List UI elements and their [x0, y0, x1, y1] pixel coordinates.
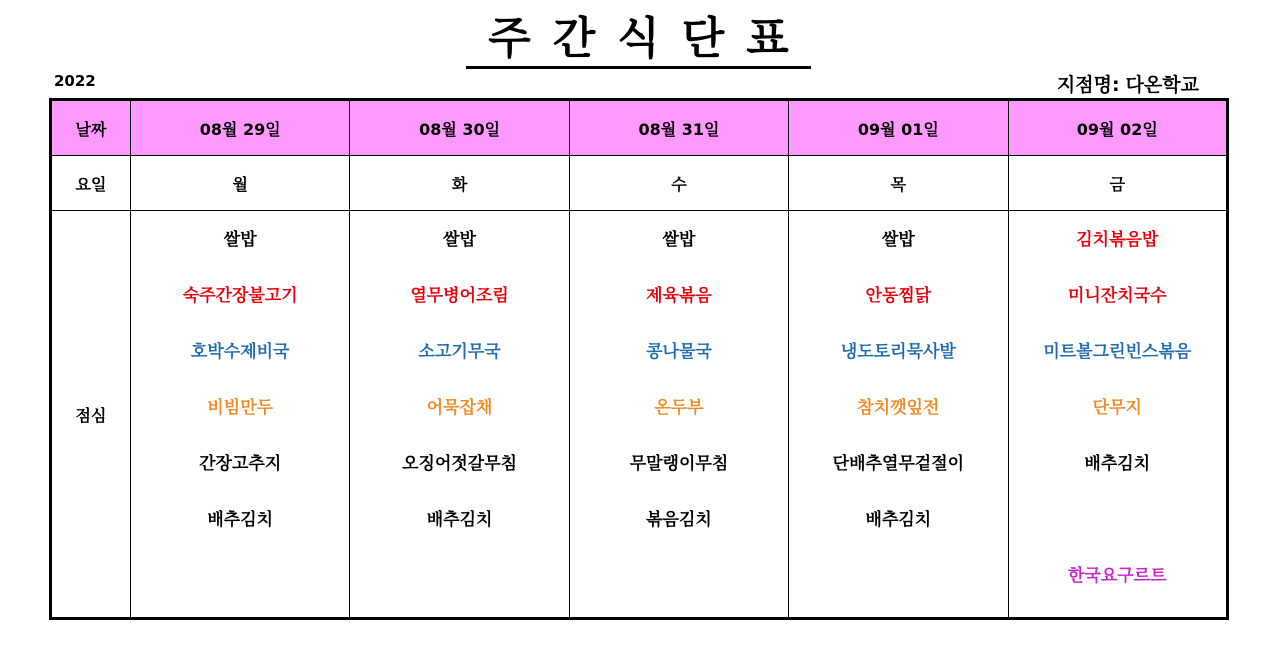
menu-item: 간장고추지 [199, 454, 282, 474]
branch-name: 다온학교 [1125, 74, 1199, 96]
menu-cell [569, 211, 788, 619]
year-label: 2022 [54, 72, 96, 90]
weekday-row [51, 156, 1228, 211]
menu-item: 쌀밥 [443, 230, 477, 250]
date-cell: 08월 30일 [350, 100, 569, 156]
menu-item: 열무병어조림 [410, 286, 509, 306]
menu-item: 소고기무국 [418, 342, 501, 362]
menu-item: 제육볶음 [646, 286, 712, 306]
date-row [51, 100, 1228, 156]
weekday-cell: 월 [131, 156, 350, 211]
menu-item: 무말랭이무침 [629, 454, 729, 474]
menu-item: 호박수제비국 [190, 342, 290, 362]
menu-item: 김치볶음밥 [1076, 230, 1159, 250]
menu-item: 오징어젓갈무침 [402, 454, 518, 474]
menu-item: 미니잔치국수 [1068, 286, 1167, 306]
menu-item: 비빔만두 [207, 398, 274, 418]
menu-item: 콩나물국 [646, 342, 712, 362]
menu-item: 쌀밥 [881, 230, 915, 250]
menu-item: 단무지 [1092, 398, 1142, 418]
weekday-cell: 화 [350, 156, 569, 211]
menu-item: 볶음김치 [646, 510, 712, 530]
date-cell: 09월 02일 [1008, 100, 1227, 156]
date-row-label: 날짜 [51, 100, 131, 156]
branch-label: 지점명: [1056, 74, 1120, 96]
menu-item: 쌀밥 [223, 230, 257, 250]
date-cell: 08월 29일 [131, 100, 350, 156]
weekday-row-label: 요일 [51, 156, 131, 211]
menu-item [1009, 505, 1226, 561]
menu-item: 어묵잡채 [426, 398, 493, 418]
menu-item: 배추김치 [207, 510, 274, 530]
branch-info [1057, 70, 1199, 97]
menu-item: 배추김치 [426, 510, 493, 530]
menu-item: 배추김치 [1084, 454, 1151, 474]
page-title: 주간식단표 [466, 12, 811, 69]
menu-item: 쌀밥 [662, 230, 696, 250]
menu-item: 한국요구르트 [1068, 566, 1167, 586]
page-title-wrap [0, 12, 1277, 69]
weekday-cell: 금 [1008, 156, 1227, 211]
menu-item: 단배추열무겉절이 [832, 454, 965, 474]
menu-cell [789, 211, 1008, 619]
menu-cell [1008, 211, 1227, 619]
menu-item: 냉도토리묵사발 [840, 342, 956, 362]
menu-item: 배추김치 [865, 510, 932, 530]
weekday-cell: 수 [569, 156, 788, 211]
menu-cell [350, 211, 569, 619]
menu-cell [131, 211, 350, 619]
date-cell: 09월 01일 [789, 100, 1008, 156]
menu-item: 참치깻잎전 [857, 398, 940, 418]
menu-item: 온두부 [654, 398, 704, 418]
weekly-menu-table [49, 98, 1229, 620]
menu-item: 안동찜닭 [865, 286, 932, 306]
weekday-cell: 목 [789, 156, 1008, 211]
date-cell: 08월 31일 [569, 100, 788, 156]
lunch-row-label: 점심 [51, 211, 131, 619]
menu-item: 숙주간장불고기 [182, 286, 298, 306]
menu-item: 미트볼그린빈스볶음 [1043, 342, 1192, 362]
lunch-row [51, 211, 1228, 619]
